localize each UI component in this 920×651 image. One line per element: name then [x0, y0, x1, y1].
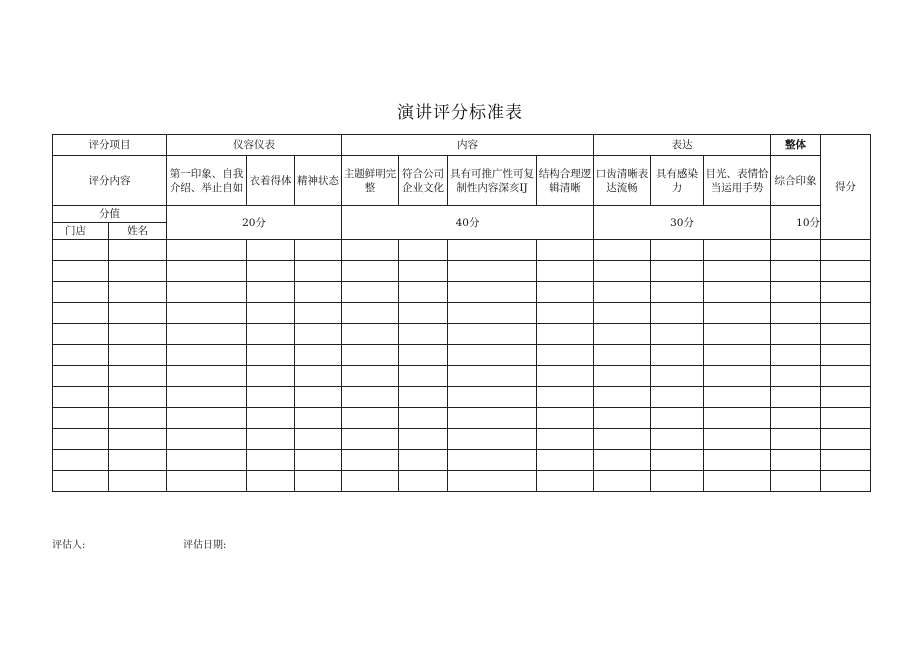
criterion-score-cell[interactable]: [399, 429, 448, 450]
criterion-score-cell[interactable]: [651, 324, 704, 345]
criterion-score-cell[interactable]: [167, 240, 247, 261]
name-cell[interactable]: [109, 240, 167, 261]
evaluator-label: 评估人:: [52, 540, 86, 551]
name-cell[interactable]: [109, 471, 167, 492]
criterion-score-cell[interactable]: [771, 450, 821, 471]
store-cell[interactable]: [53, 240, 109, 261]
score-cell[interactable]: [821, 387, 871, 408]
score-cell[interactable]: [821, 471, 871, 492]
name-cell[interactable]: [109, 282, 167, 303]
table-row: [53, 366, 871, 387]
criterion-score-cell[interactable]: [342, 345, 399, 366]
criterion-score-cell[interactable]: [771, 408, 821, 429]
store-cell[interactable]: [53, 429, 109, 450]
criterion-score-cell[interactable]: [247, 429, 295, 450]
criterion-replicable: 具有可推广性可复制性内容深亥IJ: [448, 156, 537, 206]
criterion-score-cell[interactable]: [448, 450, 537, 471]
criterion-score-cell[interactable]: [295, 366, 342, 387]
criterion-score-cell[interactable]: [771, 429, 821, 450]
criterion-score-cell[interactable]: [342, 408, 399, 429]
criterion-score-cell[interactable]: [399, 261, 448, 282]
criterion-score-cell[interactable]: [594, 324, 651, 345]
criterion-score-cell[interactable]: [594, 429, 651, 450]
criterion-score-cell[interactable]: [448, 303, 537, 324]
score-column-header: 得分: [821, 135, 871, 240]
name-cell[interactable]: [109, 324, 167, 345]
criterion-articulation: 口齿清晰表达流畅: [594, 156, 651, 206]
criterion-score-cell[interactable]: [247, 282, 295, 303]
store-cell[interactable]: [53, 345, 109, 366]
criterion-score-cell[interactable]: [771, 240, 821, 261]
criterion-score-cell[interactable]: [399, 345, 448, 366]
name-cell[interactable]: [109, 261, 167, 282]
criterion-culture: 符合公司企业文化: [399, 156, 448, 206]
criterion-score-cell[interactable]: [167, 345, 247, 366]
criterion-score-cell[interactable]: [537, 345, 594, 366]
criterion-score-cell[interactable]: [537, 429, 594, 450]
group-overall: 整体: [771, 135, 821, 156]
criterion-score-cell[interactable]: [651, 387, 704, 408]
criterion-score-cell[interactable]: [704, 450, 771, 471]
criterion-score-cell[interactable]: [771, 282, 821, 303]
criterion-theme: 主题鲜明完整: [342, 156, 399, 206]
criterion-score-cell[interactable]: [651, 240, 704, 261]
criterion-score-cell[interactable]: [295, 450, 342, 471]
criterion-score-cell[interactable]: [771, 366, 821, 387]
criterion-score-cell[interactable]: [448, 387, 537, 408]
criterion-spirit: 精神状态: [295, 156, 342, 206]
criterion-score-cell[interactable]: [704, 261, 771, 282]
criterion-score-cell[interactable]: [342, 261, 399, 282]
criterion-score-cell[interactable]: [704, 282, 771, 303]
criterion-score-cell[interactable]: [167, 429, 247, 450]
criterion-score-cell[interactable]: [295, 303, 342, 324]
criterion-score-cell[interactable]: [399, 324, 448, 345]
criterion-score-cell[interactable]: [342, 240, 399, 261]
criterion-score-cell[interactable]: [537, 324, 594, 345]
name-cell[interactable]: [109, 387, 167, 408]
criterion-score-cell[interactable]: [167, 408, 247, 429]
criterion-score-cell[interactable]: [399, 471, 448, 492]
criterion-score-cell[interactable]: [399, 240, 448, 261]
criterion-score-cell[interactable]: [167, 450, 247, 471]
score-cell[interactable]: [821, 450, 871, 471]
criterion-score-cell[interactable]: [448, 261, 537, 282]
criterion-score-cell[interactable]: [399, 408, 448, 429]
points-expression: 30分: [594, 206, 771, 240]
table-row: [53, 387, 871, 408]
criterion-score-cell[interactable]: [167, 366, 247, 387]
table-row: [53, 324, 871, 345]
store-cell[interactable]: [53, 387, 109, 408]
criterion-score-cell[interactable]: [247, 261, 295, 282]
criterion-score-cell[interactable]: [537, 240, 594, 261]
criterion-score-cell[interactable]: [537, 408, 594, 429]
criterion-score-cell[interactable]: [651, 429, 704, 450]
score-cell[interactable]: [821, 240, 871, 261]
criterion-score-cell[interactable]: [295, 282, 342, 303]
table-row: [53, 261, 871, 282]
store-cell[interactable]: [53, 408, 109, 429]
criterion-score-cell[interactable]: [594, 303, 651, 324]
criterion-score-cell[interactable]: [167, 303, 247, 324]
score-cell[interactable]: [821, 303, 871, 324]
table-row: [53, 240, 871, 261]
criterion-score-cell[interactable]: [247, 324, 295, 345]
criterion-score-cell[interactable]: [295, 387, 342, 408]
criterion-score-cell[interactable]: [704, 471, 771, 492]
criterion-score-cell[interactable]: [448, 282, 537, 303]
criterion-score-cell[interactable]: [704, 387, 771, 408]
score-cell[interactable]: [821, 345, 871, 366]
criterion-score-cell[interactable]: [295, 345, 342, 366]
criterion-gesture: 目光、表情恰当运用手势: [704, 156, 771, 206]
criterion-score-cell[interactable]: [399, 282, 448, 303]
criterion-score-cell[interactable]: [651, 408, 704, 429]
criterion-score-cell[interactable]: [537, 303, 594, 324]
criterion-score-cell[interactable]: [537, 366, 594, 387]
criterion-score-cell[interactable]: [651, 450, 704, 471]
criterion-score-cell[interactable]: [342, 450, 399, 471]
store-cell[interactable]: [53, 324, 109, 345]
criterion-score-cell[interactable]: [704, 303, 771, 324]
scoring-table: [52, 134, 871, 492]
criterion-score-cell[interactable]: [537, 282, 594, 303]
table-row: [53, 345, 871, 366]
criterion-score-cell[interactable]: [771, 303, 821, 324]
criterion-score-cell[interactable]: [651, 345, 704, 366]
criterion-score-cell[interactable]: [448, 324, 537, 345]
score-cell[interactable]: [821, 261, 871, 282]
store-label: 门店: [53, 223, 109, 240]
criterion-score-cell[interactable]: [704, 429, 771, 450]
criterion-score-cell[interactable]: [448, 408, 537, 429]
table-row: [53, 408, 871, 429]
name-cell[interactable]: [109, 303, 167, 324]
table-row: [53, 450, 871, 471]
criterion-score-cell[interactable]: [594, 387, 651, 408]
criterion-score-cell[interactable]: [537, 387, 594, 408]
criterion-score-cell[interactable]: [247, 450, 295, 471]
store-cell[interactable]: [53, 303, 109, 324]
score-cell[interactable]: [821, 366, 871, 387]
points-appearance: 20分: [167, 206, 342, 240]
criterion-score-cell[interactable]: [342, 471, 399, 492]
store-cell[interactable]: [53, 261, 109, 282]
criterion-score-cell[interactable]: [448, 471, 537, 492]
criterion-score-cell[interactable]: [247, 471, 295, 492]
criterion-score-cell[interactable]: [771, 324, 821, 345]
criterion-score-cell[interactable]: [594, 471, 651, 492]
criterion-score-cell[interactable]: [295, 261, 342, 282]
criterion-score-cell[interactable]: [399, 387, 448, 408]
criterion-score-cell[interactable]: [771, 471, 821, 492]
name-cell[interactable]: [109, 429, 167, 450]
criterion-score-cell[interactable]: [295, 240, 342, 261]
criterion-first-impression: 第一印象、自我介绍、举止自如: [167, 156, 247, 206]
store-cell[interactable]: [53, 282, 109, 303]
criterion-score-cell[interactable]: [295, 408, 342, 429]
name-cell[interactable]: [109, 366, 167, 387]
criterion-score-cell[interactable]: [448, 345, 537, 366]
content-label: 评分内容: [53, 156, 167, 206]
criterion-score-cell[interactable]: [651, 303, 704, 324]
criterion-score-cell[interactable]: [537, 450, 594, 471]
name-cell[interactable]: [109, 450, 167, 471]
criterion-score-cell[interactable]: [651, 471, 704, 492]
store-cell[interactable]: [53, 471, 109, 492]
criterion-overall: 综合印象: [771, 156, 821, 206]
criterion-score-cell[interactable]: [342, 366, 399, 387]
criterion-attire: 衣着得体: [247, 156, 295, 206]
criterion-score-cell[interactable]: [704, 324, 771, 345]
criterion-score-cell[interactable]: [399, 366, 448, 387]
criterion-score-cell[interactable]: [704, 408, 771, 429]
criterion-score-cell[interactable]: [167, 324, 247, 345]
name-cell[interactable]: [109, 345, 167, 366]
criterion-score-cell[interactable]: [594, 366, 651, 387]
criterion-score-cell[interactable]: [247, 345, 295, 366]
criterion-score-cell[interactable]: [594, 408, 651, 429]
points-overall: 10分: [771, 206, 821, 240]
date-label: 评估日期:: [183, 540, 227, 551]
store-cell[interactable]: [53, 366, 109, 387]
criterion-score-cell[interactable]: [448, 429, 537, 450]
criterion-score-cell[interactable]: [448, 366, 537, 387]
page-title: 演讲评分标准表: [397, 103, 523, 123]
criterion-score-cell[interactable]: [247, 387, 295, 408]
group-expression: 表达: [594, 135, 771, 156]
store-cell[interactable]: [53, 450, 109, 471]
criterion-score-cell[interactable]: [247, 366, 295, 387]
item-label: 评分项目: [53, 135, 167, 156]
table-row: [53, 471, 871, 492]
criterion-appeal: 具有感染力: [651, 156, 704, 206]
score-cell[interactable]: [821, 324, 871, 345]
criterion-score-cell[interactable]: [771, 261, 821, 282]
criterion-score-cell[interactable]: [537, 471, 594, 492]
table-row: [53, 429, 871, 450]
criterion-score-cell[interactable]: [704, 240, 771, 261]
criterion-score-cell[interactable]: [342, 324, 399, 345]
criterion-score-cell[interactable]: [167, 261, 247, 282]
criterion-score-cell[interactable]: [295, 324, 342, 345]
criterion-score-cell[interactable]: [651, 261, 704, 282]
criterion-score-cell[interactable]: [651, 282, 704, 303]
criterion-score-cell[interactable]: [594, 282, 651, 303]
group-appearance: 仪容仪表: [167, 135, 342, 156]
name-cell[interactable]: [109, 408, 167, 429]
criterion-score-cell[interactable]: [704, 366, 771, 387]
criterion-score-cell[interactable]: [537, 261, 594, 282]
criterion-score-cell[interactable]: [594, 450, 651, 471]
criterion-score-cell[interactable]: [295, 471, 342, 492]
criterion-score-cell[interactable]: [771, 387, 821, 408]
criterion-score-cell[interactable]: [448, 240, 537, 261]
criterion-score-cell[interactable]: [167, 471, 247, 492]
criterion-score-cell[interactable]: [594, 345, 651, 366]
name-label: 姓名: [109, 223, 167, 240]
criterion-score-cell[interactable]: [167, 282, 247, 303]
criterion-score-cell[interactable]: [399, 303, 448, 324]
criterion-score-cell[interactable]: [342, 282, 399, 303]
criterion-score-cell[interactable]: [651, 366, 704, 387]
criterion-score-cell[interactable]: [247, 303, 295, 324]
criterion-score-cell[interactable]: [399, 450, 448, 471]
criterion-score-cell[interactable]: [167, 387, 247, 408]
criterion-score-cell[interactable]: [594, 261, 651, 282]
criterion-score-cell[interactable]: [771, 345, 821, 366]
criterion-score-cell[interactable]: [594, 240, 651, 261]
points-label: 分值: [53, 206, 167, 223]
criterion-score-cell[interactable]: [247, 408, 295, 429]
criterion-score-cell[interactable]: [247, 240, 295, 261]
criterion-score-cell[interactable]: [295, 429, 342, 450]
criterion-score-cell[interactable]: [342, 303, 399, 324]
criterion-score-cell[interactable]: [342, 429, 399, 450]
criterion-structure: 结构合理逻辑清晰: [537, 156, 594, 206]
score-cell[interactable]: [821, 408, 871, 429]
table-row: [53, 303, 871, 324]
score-cell[interactable]: [821, 429, 871, 450]
criterion-score-cell[interactable]: [704, 345, 771, 366]
score-cell[interactable]: [821, 282, 871, 303]
points-content: 40分: [342, 206, 594, 240]
criterion-score-cell[interactable]: [342, 387, 399, 408]
table-row: [53, 282, 871, 303]
group-content: 内容: [342, 135, 594, 156]
